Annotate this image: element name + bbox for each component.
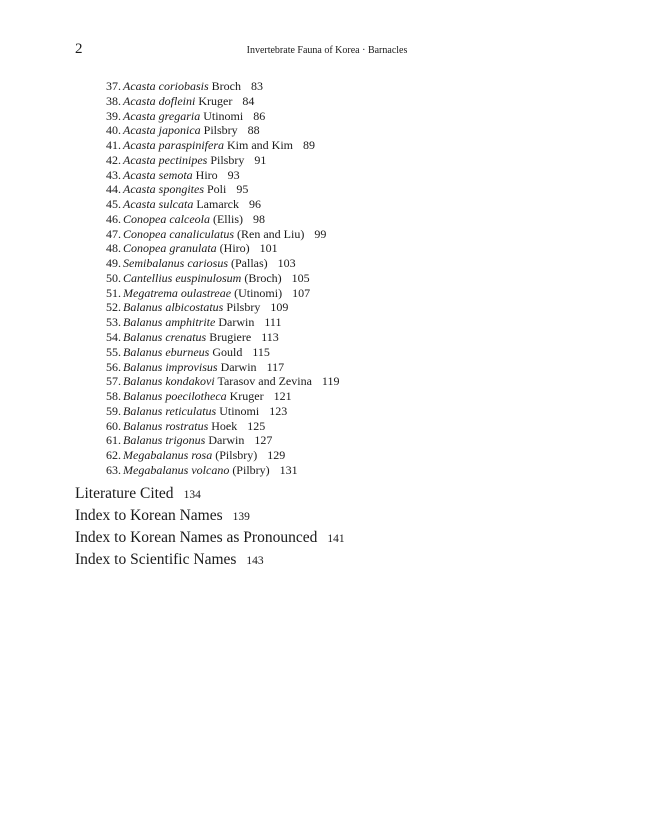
species-author: (Ren and Liu) <box>237 226 305 241</box>
species-page-number: 111 <box>264 315 282 330</box>
species-page-number: 98 <box>252 211 265 226</box>
species-page-number: 131 <box>279 462 298 477</box>
species-scientific-name: Megabalanus rosa <box>123 448 213 463</box>
species-number: 48. <box>106 241 121 256</box>
species-author: (Broch) <box>244 270 282 285</box>
species-page-number: 91 <box>254 152 267 167</box>
species-number: 61. <box>106 433 121 448</box>
species-author: (Ellis) <box>212 211 243 226</box>
species-page-number: 89 <box>303 138 315 153</box>
toc-species-entry[interactable] <box>97 168 517 183</box>
species-scientific-name: Balanus kondakovi <box>123 374 215 389</box>
species-author: (Utinomi) <box>234 285 283 300</box>
species-page-number: 83 <box>251 79 263 93</box>
section-title: Index to Scientific Names <box>75 551 237 568</box>
species-page-number: 109 <box>270 300 289 315</box>
toc-species-entry[interactable] <box>97 182 517 197</box>
species-author: Pilsbry <box>203 123 238 138</box>
species-number: 43. <box>106 167 121 182</box>
species-author: Darwin <box>208 433 245 448</box>
toc-species-entry[interactable] <box>97 345 517 360</box>
section-title: Index to Korean Names <box>75 507 223 524</box>
species-number: 49. <box>106 256 121 271</box>
back-matter-list <box>75 483 575 571</box>
toc-species-entry[interactable] <box>97 123 517 138</box>
species-author: Pilsbry <box>210 152 245 167</box>
species-author: (Pilsbry) <box>215 448 258 463</box>
page-header <box>75 41 579 61</box>
species-page-number: 107 <box>292 285 311 300</box>
species-page-number: 96 <box>248 197 261 212</box>
species-scientific-name: Balanus eburneus <box>123 344 210 359</box>
species-number: 53. <box>106 315 121 330</box>
species-scientific-name: Balanus poecilotheca <box>123 389 227 404</box>
species-author: Tarasov and Zevina <box>217 374 312 389</box>
toc-species-entry[interactable] <box>97 256 517 271</box>
species-number: 55. <box>106 344 121 359</box>
species-page-number: 101 <box>259 241 278 256</box>
species-number: 56. <box>106 359 121 374</box>
species-scientific-name: Balanus reticulatus <box>123 403 217 418</box>
species-page-number: 93 <box>227 167 240 182</box>
toc-species-entry[interactable] <box>97 448 517 463</box>
species-scientific-name: Balanus improvisus <box>123 359 218 374</box>
species-author: Kim and Kim <box>227 138 293 153</box>
toc-species-entry[interactable] <box>97 227 517 242</box>
species-number: 63. <box>106 462 121 477</box>
species-scientific-name: Balanus albicostatus <box>123 300 224 315</box>
running-head: Invertebrate Fauna of Korea · Barnacles <box>246 45 408 56</box>
section-page-number: 143 <box>246 555 264 567</box>
species-author: (Pallas) <box>231 256 268 271</box>
toc-species-entry[interactable] <box>97 79 517 94</box>
species-number: 44. <box>106 182 121 197</box>
species-number: 50. <box>106 270 121 285</box>
species-author: Darwin <box>220 359 257 374</box>
species-scientific-name: Acasta japonica <box>123 123 201 138</box>
species-scientific-name: Acasta semota <box>123 167 193 182</box>
species-list <box>97 79 517 478</box>
species-page-number: 127 <box>254 433 273 448</box>
species-number: 47. <box>106 226 121 241</box>
species-page-number: 125 <box>247 418 266 433</box>
toc-species-entry[interactable] <box>97 330 517 345</box>
page-number: 2 <box>75 41 83 57</box>
section-title: Index to Korean Names as Pronounced <box>75 529 318 546</box>
toc-section-entry[interactable] <box>75 527 575 549</box>
toc-species-entry[interactable] <box>97 315 517 330</box>
species-author: (Hiro) <box>219 241 250 256</box>
toc-species-entry[interactable] <box>97 212 517 227</box>
species-scientific-name: Acasta dofleini <box>123 93 196 108</box>
section-page-number: 141 <box>327 533 345 545</box>
species-number: 38. <box>106 93 121 108</box>
toc-species-entry[interactable] <box>97 404 517 419</box>
species-author: Darwin <box>218 315 255 330</box>
species-scientific-name: Balanus crenatus <box>123 330 207 345</box>
species-number: 58. <box>106 389 121 404</box>
species-page-number: 88 <box>247 123 260 138</box>
species-scientific-name: Conopea calceola <box>123 211 210 226</box>
toc-species-entry[interactable] <box>97 360 517 375</box>
species-number: 60. <box>106 418 121 433</box>
toc-section-entry[interactable] <box>75 549 575 571</box>
species-page-number: 121 <box>273 389 292 404</box>
section-title: Literature Cited <box>75 485 174 502</box>
species-number: 41. <box>106 138 121 153</box>
species-scientific-name: Cantellius euspinulosum <box>123 270 242 285</box>
species-author: Kruger <box>229 389 264 404</box>
species-author: Broch <box>211 79 241 93</box>
species-number: 39. <box>106 108 121 123</box>
toc-species-entry[interactable] <box>97 241 517 256</box>
species-scientific-name: Acasta coriobasis <box>123 79 209 93</box>
toc-species-entry[interactable] <box>97 463 517 478</box>
species-author: Hiro <box>195 167 218 182</box>
species-page-number: 115 <box>252 344 270 359</box>
section-page-number: 139 <box>232 511 250 523</box>
species-number: 45. <box>106 197 121 212</box>
toc-section-entry[interactable] <box>75 505 575 527</box>
toc-section-entry[interactable] <box>75 483 575 505</box>
species-page-number: 123 <box>269 403 288 418</box>
toc-species-entry[interactable] <box>97 433 517 448</box>
toc-species-entry[interactable] <box>97 286 517 301</box>
species-number: 54. <box>106 330 121 345</box>
species-author: Lamarck <box>196 197 239 212</box>
species-page-number: 129 <box>267 448 286 463</box>
toc-species-entry[interactable] <box>97 197 517 212</box>
toc-species-entry[interactable] <box>97 109 517 124</box>
toc-species-entry[interactable] <box>97 300 517 315</box>
species-scientific-name: Megatrema oulastreae <box>123 285 232 300</box>
species-page-number: 95 <box>236 182 249 197</box>
species-scientific-name: Conopea canaliculatus <box>123 226 234 241</box>
species-author: Brugiere <box>209 330 252 345</box>
species-number: 62. <box>106 448 121 463</box>
species-scientific-name: Acasta spongites <box>123 182 204 197</box>
species-scientific-name: Conopea granulata <box>123 241 217 256</box>
species-page-number: 113 <box>261 330 279 345</box>
species-scientific-name: Balanus trigonus <box>123 433 206 448</box>
species-scientific-name: Acasta sulcata <box>123 197 194 212</box>
species-author: Utinomi <box>219 403 260 418</box>
section-page-number: 134 <box>183 489 201 501</box>
species-number: 40. <box>106 123 121 138</box>
species-author: Utinomi <box>203 108 244 123</box>
toc-species-entry[interactable] <box>97 419 517 434</box>
species-author: (Pilbry) <box>232 462 270 477</box>
species-scientific-name: Semibalanus cariosus <box>123 256 228 271</box>
species-page-number: 119 <box>321 374 340 389</box>
toc-species-entry[interactable] <box>97 153 517 168</box>
species-page-number: 86 <box>253 108 266 123</box>
species-scientific-name: Balanus amphitrite <box>123 315 216 330</box>
species-page-number: 84 <box>242 93 255 108</box>
species-author: Poli <box>207 182 227 197</box>
species-number: 46. <box>106 211 121 226</box>
toc-species-entry[interactable] <box>97 389 517 404</box>
toc-species-entry[interactable] <box>97 374 517 389</box>
species-number: 37. <box>106 79 121 93</box>
species-page-number: 117 <box>266 359 285 374</box>
species-page-number: 105 <box>291 270 310 285</box>
species-number: 57. <box>106 374 121 389</box>
species-author: Kruger <box>198 93 233 108</box>
species-number: 51. <box>106 285 121 300</box>
species-scientific-name: Acasta gregaria <box>123 108 201 123</box>
species-scientific-name: Megabalanus volcano <box>123 462 230 477</box>
toc-species-entry[interactable] <box>97 94 517 109</box>
species-number: 42. <box>106 152 121 167</box>
species-scientific-name: Balanus rostratus <box>123 418 209 433</box>
species-page-number: 103 <box>277 256 296 271</box>
species-author: Gould <box>212 344 243 359</box>
species-author: Pilsbry <box>226 300 261 315</box>
species-page-number: 99 <box>314 226 327 241</box>
toc-species-entry[interactable] <box>97 271 517 286</box>
species-author: Hoek <box>211 418 238 433</box>
toc-species-entry[interactable] <box>97 138 517 153</box>
species-number: 59. <box>106 403 121 418</box>
species-scientific-name: Acasta pectinipes <box>123 152 208 167</box>
species-number: 52. <box>106 300 121 315</box>
species-scientific-name: Acasta paraspinifera <box>123 138 224 153</box>
